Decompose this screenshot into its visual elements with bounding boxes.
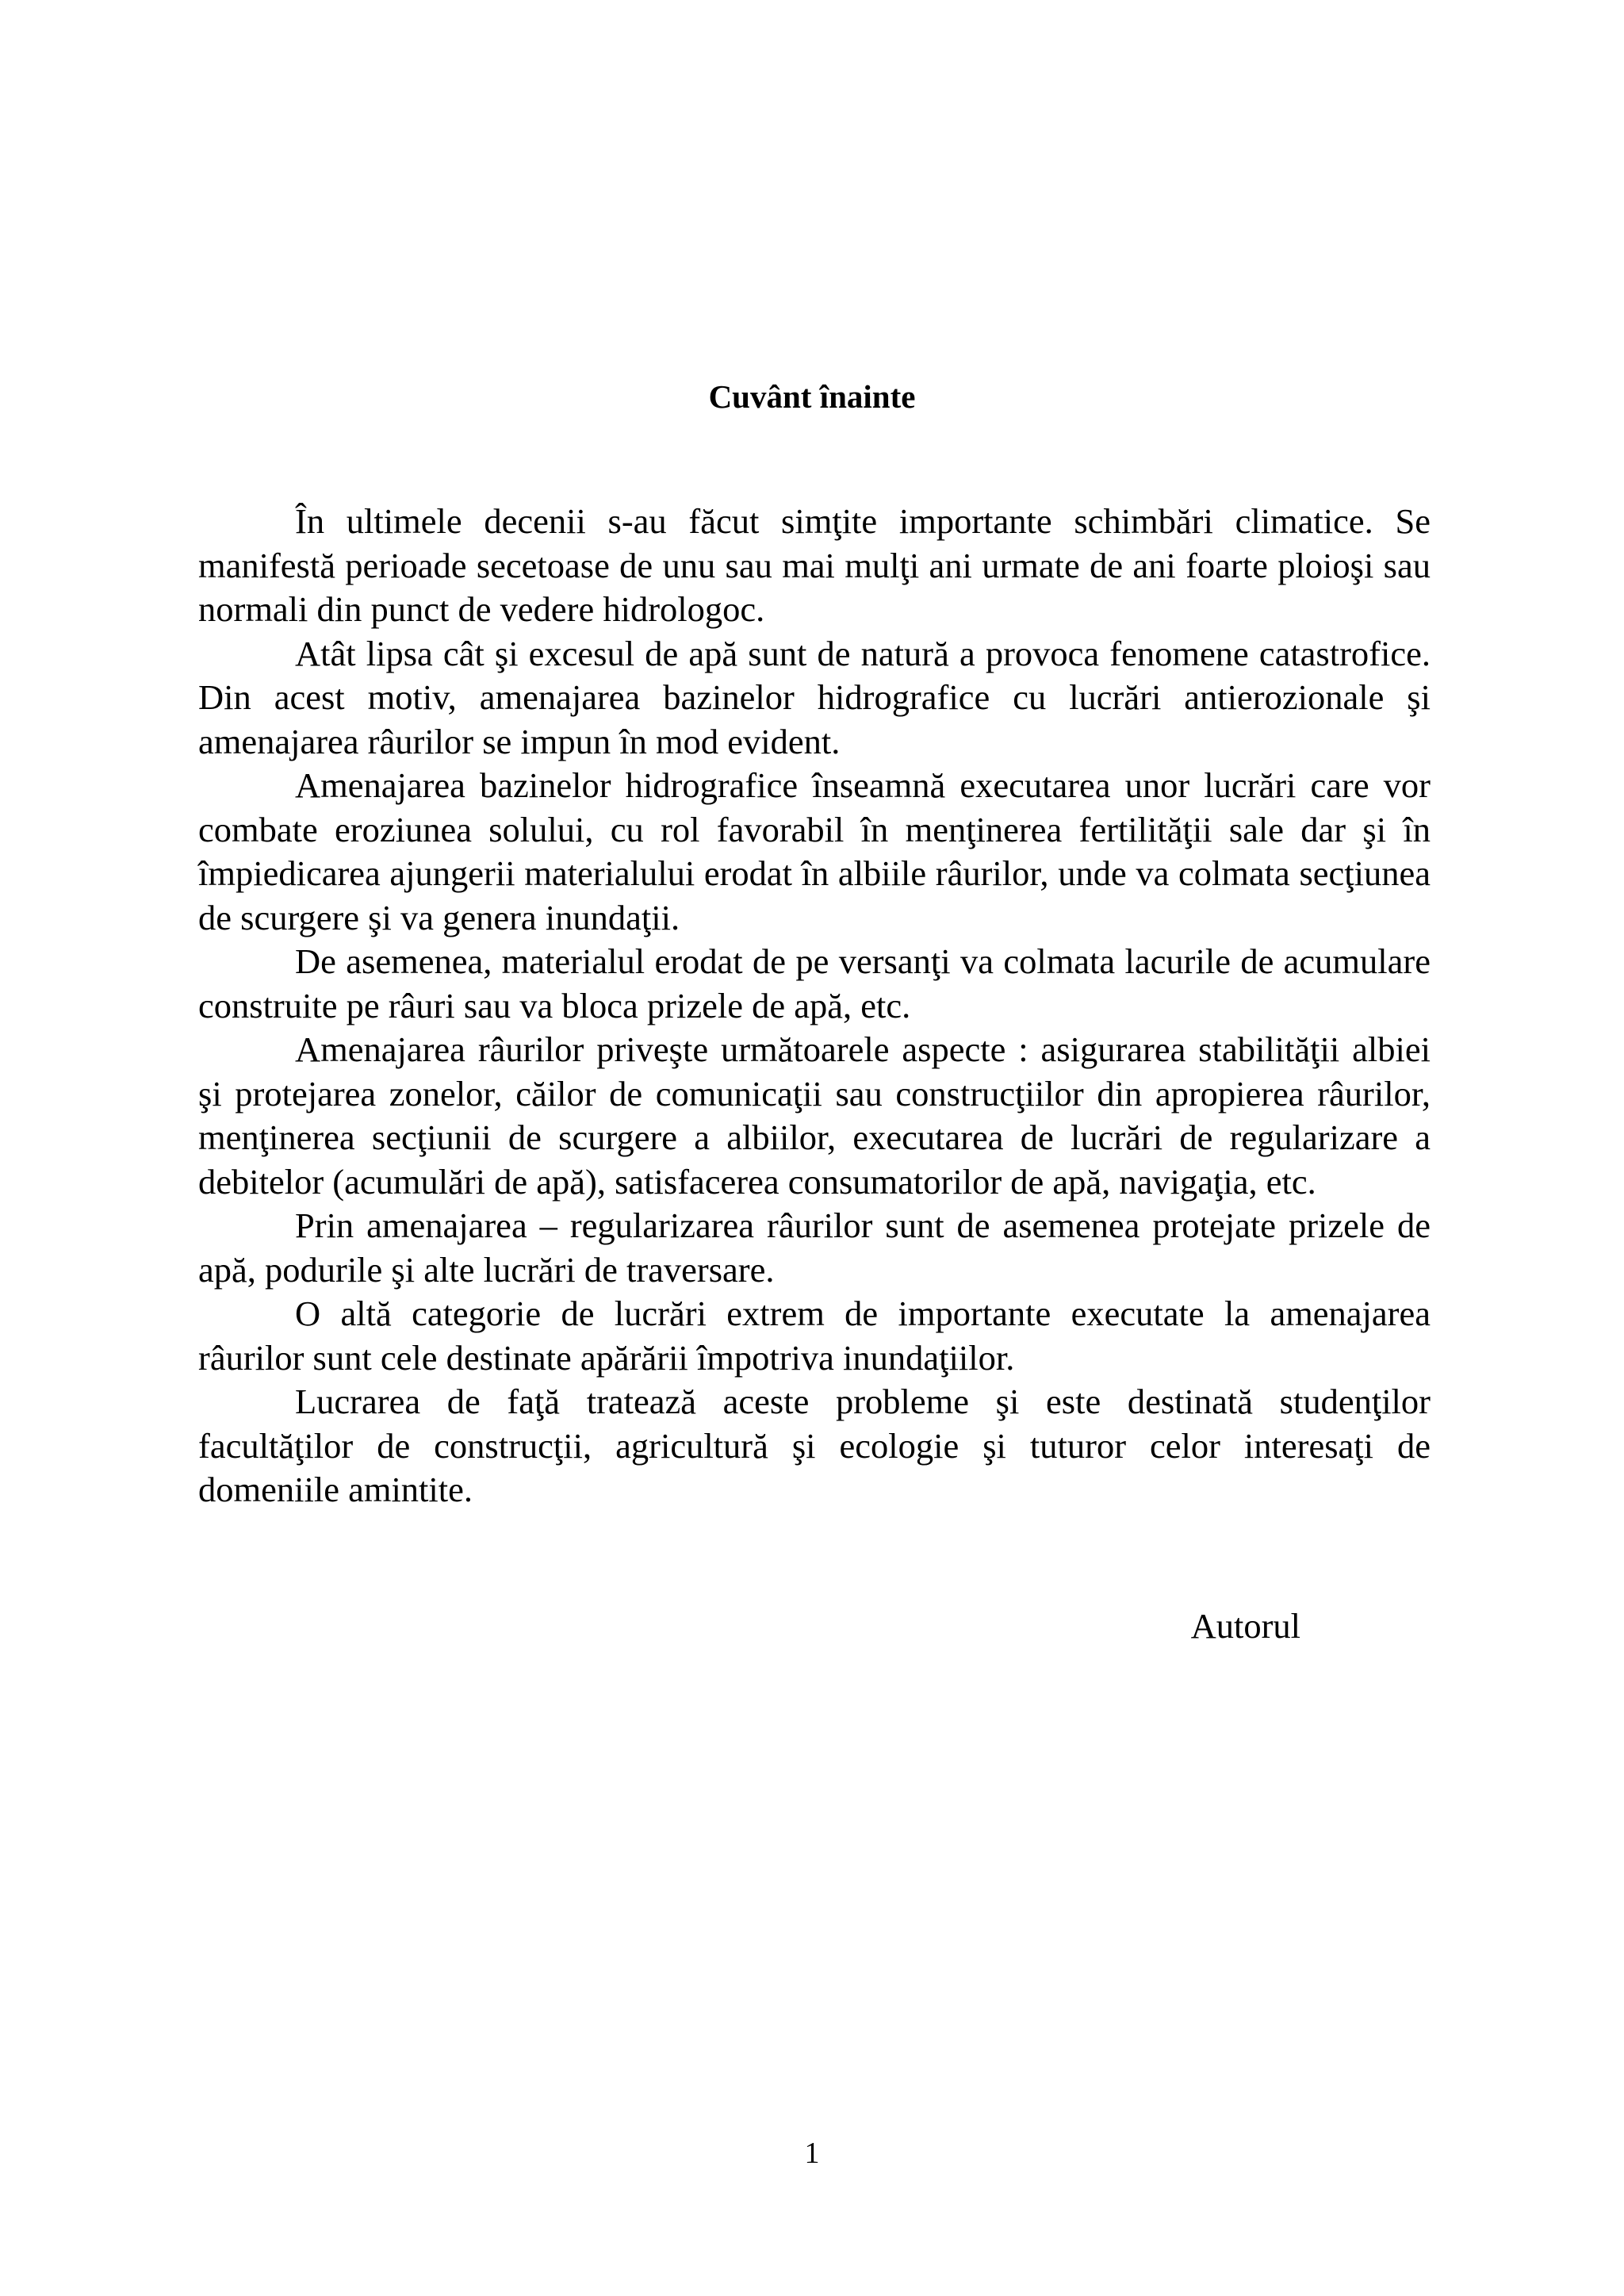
paragraph-1: În ultimele decenii s-au făcut simţite importante schimbări climatice. Se manifestă perioade secetoase de unu sau mai mulţi ani urmate de ani foarte ploioşi sau normali din punct de vedere hidrologoc. <box>198 501 1431 629</box>
paragraph-3: Amenajarea bazinelor hidrografice înseamnă executarea unor lucrări care vor combate eroziunea solului, cu rol favorabil în menţinerea fertilităţii sale dar şi în împiedicarea ajungerii materialului erodat în albiile râurilor, unde va colmata secţiunea de scurgere şi va genera inundaţii. <box>198 765 1431 937</box>
paragraph-7: O altă categorie de lucrări extrem de importante executate la amenajarea râurilor sunt cele destinate apărării împotriva inundaţiilor. <box>198 1294 1431 1378</box>
page-number: 1 <box>804 2137 820 2170</box>
paragraph-5: Amenajarea râurilor priveşte următoarele aspecte : asigurarea stabilităţii albiei şi protejarea zonelor, căilor de comunicaţii sau construcţiilor din apropierea râurilor, menţinerea secţiunii de scurgere a albiilor, executarea de lucrări de regularizare a debitelor (acumulări de apă), satisfacerea consumatorilor de apă, navigaţia, etc. <box>198 1029 1431 1202</box>
paragraph-2: Atât lipsa cât şi excesul de apă sunt de natură a provoca fenomene catastrofice. Din acest motiv, amenajarea bazinelor hidrografice cu lucrări antierozionale şi amenajarea râurilor se impun în mod evident. <box>198 633 1431 761</box>
foreword-body <box>198 500 1431 1512</box>
page-title: Cuvânt înainte <box>708 378 916 415</box>
paragraph-6: Prin amenajarea – regularizarea râurilor sunt de asemenea protejate prizele de apă, podurile şi alte lucrări de traversare. <box>198 1205 1431 1290</box>
paragraph-4: De asemenea, materialul erodat de pe versanţi va colmata lacurile de acumulare construite pe râuri sau va bloca prizele de apă, etc. <box>198 941 1431 1025</box>
paragraph-8: Lucrarea de faţă tratează aceste probleme şi este destinată studenţilor facultăţilor de construcţii, agricultură şi ecologie şi tuturor celor interesaţi de domeniile amintite. <box>198 1382 1431 1509</box>
author-signature: Autorul <box>1190 1606 1300 1646</box>
